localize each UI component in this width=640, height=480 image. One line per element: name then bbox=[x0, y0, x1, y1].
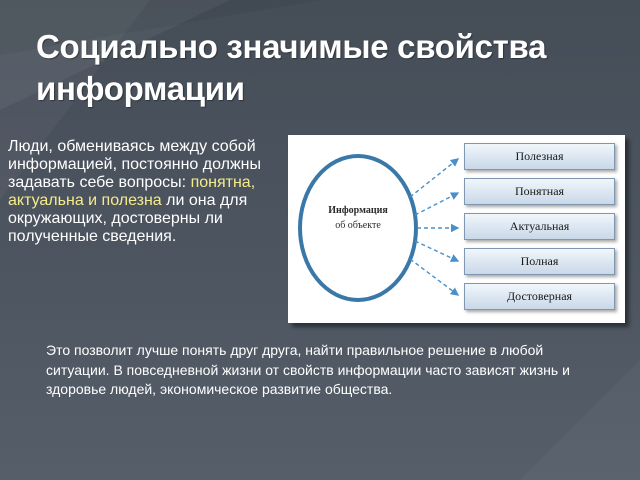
property-box-useful: Полезная bbox=[464, 143, 615, 170]
circle-label bbox=[318, 203, 398, 233]
properties-diagram bbox=[288, 135, 625, 323]
left-paragraph-highlight: понятна, актуальна и полезна bbox=[8, 174, 256, 209]
property-box-complete: Полная bbox=[464, 248, 615, 275]
slide-title: Социально значимые свойства информации bbox=[36, 28, 547, 107]
circle-label-line1: Информация bbox=[328, 205, 388, 216]
arrow-to-understandable bbox=[415, 193, 458, 215]
property-box-actual: Актуальная bbox=[464, 213, 615, 240]
left-paragraph-intro: Люди, обмениваясь между собой информацией, постоянно должны задавать себе вопросы: bbox=[8, 138, 262, 191]
left-paragraph bbox=[8, 138, 280, 246]
arrow-to-complete bbox=[415, 241, 458, 261]
arrow-to-reliable bbox=[410, 259, 458, 295]
property-box-reliable: Достоверная bbox=[464, 283, 615, 310]
left-paragraph-outro: ли она для окружающих, достоверны ли полученные сведения. bbox=[8, 192, 248, 245]
circle-label-line2: об объекте bbox=[335, 220, 381, 231]
property-box-understandable: Понятная bbox=[464, 178, 615, 205]
bottom-paragraph: Это позволит лучше понять друг друга, найти правильное решение в любой ситуации. В повседневной жизни от свойств информации часто зависят жизнь и здоровье людей, экономическое развитие общества. bbox=[46, 342, 570, 397]
arrow-to-useful bbox=[410, 159, 458, 197]
